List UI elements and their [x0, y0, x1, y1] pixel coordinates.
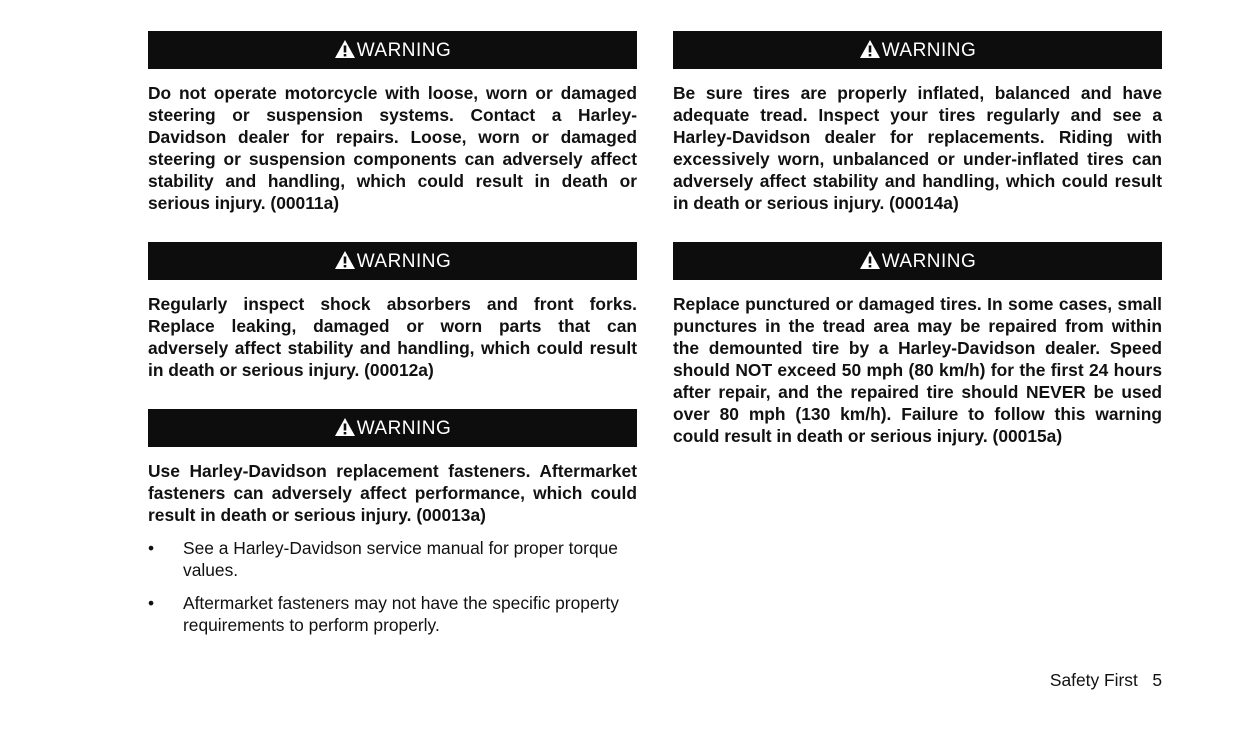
warning-text: Be sure tires are properly inflated, balanced and have adequate tread. Inspect your tires regularly and see a Harley-Davidson dealer for replacements. Riding with excessively worn, unbalanced or under-inflated tires can adversely affect stability and handling, which could result in death or serious injury. (00014a): [673, 83, 1162, 213]
warning-header: [148, 242, 637, 280]
bullet-text: Aftermarket fasteners may not have the specific property requirements to perform properly.: [183, 593, 619, 635]
warning-triangle-icon: [334, 250, 356, 270]
list-item: [148, 537, 637, 581]
right-column: [673, 31, 1162, 447]
warning-block: [148, 31, 637, 242]
warning-label: WARNING: [356, 39, 452, 61]
warning-triangle-icon: [334, 417, 356, 437]
page-number: 5: [1152, 670, 1162, 690]
footer-section-title: Safety First: [1049, 670, 1138, 690]
warning-label: WARNING: [881, 39, 977, 61]
warning-text: Use Harley-Davidson replacement fasteners. Aftermarket fasteners can adversely affect performance, which could result in death or serious injury. (00013a): [148, 461, 637, 525]
warning-header: [673, 31, 1162, 69]
warning-triangle-icon: [334, 39, 356, 59]
warning-label: WARNING: [881, 250, 977, 272]
list-item: [148, 592, 637, 636]
warning-text: Do not operate motorcycle with loose, worn or damaged steering or suspension systems. Contact a Harley-Davidson dealer for repairs. Loose, worn or damaged steering or suspension components can adversely affect stability and handling, which could result in death or serious injury. (00011a): [148, 83, 637, 213]
warning-block: [148, 242, 637, 409]
warning-block: [673, 242, 1162, 447]
warning-triangle-icon: [859, 250, 881, 270]
bullet-text: See a Harley-Davidson service manual for proper torque values.: [183, 538, 618, 580]
bullet-dot-icon: •: [148, 538, 155, 558]
bullet-dot-icon: •: [148, 593, 155, 613]
warning-triangle-icon: [859, 39, 881, 59]
bullet-list: [148, 537, 637, 636]
warning-label: WARNING: [356, 250, 452, 272]
left-column: [148, 31, 637, 636]
warning-block: [148, 409, 637, 526]
warning-header: [673, 242, 1162, 280]
warning-header: [148, 409, 637, 447]
warning-label: WARNING: [356, 417, 452, 439]
warning-text: Regularly inspect shock absorbers and front forks. Replace leaking, damaged or worn parts that can adversely affect stability and handling, which could result in death or serious injury. (00012a): [148, 294, 637, 380]
page-footer: [1050, 669, 1162, 691]
warning-block: [673, 31, 1162, 242]
warning-text: Replace punctured or damaged tires. In some cases, small punctures in the tread area may be repaired from within the demounted tire by a Harley-Davidson dealer. Speed should NOT exceed 50 mph (80 km/h) for the first 24 hours after repair, and the repaired tire should NEVER be used over 80 mph (130 km/h). Failure to follow this warning could result in death or serious injury. (00015a): [673, 294, 1162, 446]
warning-header: [148, 31, 637, 69]
